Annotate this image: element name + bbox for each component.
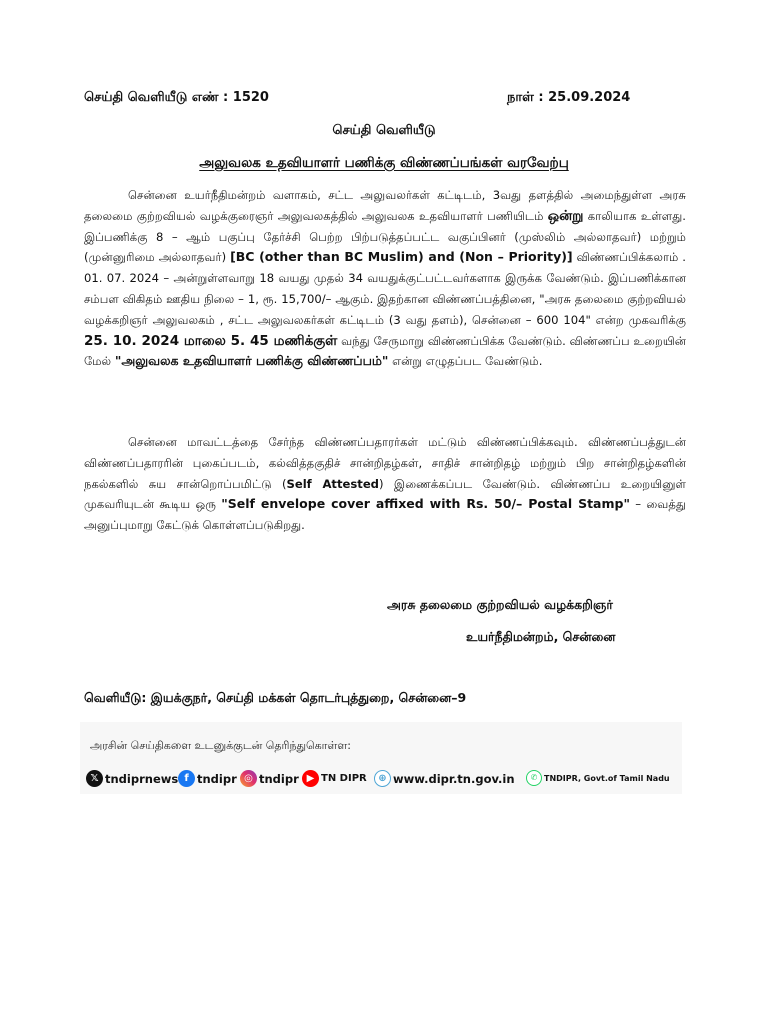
x-icon: 𝕏 xyxy=(86,770,103,787)
headline xyxy=(0,155,768,173)
signatory-place: உயர்நீதிமன்றம், சென்னை xyxy=(466,629,616,644)
social-link-x[interactable] xyxy=(86,770,178,787)
para1-text-4: வந்து சேருமாறு விண்ணப்பிக்க வேண்டும். விண்ணப்ப உறையின் மேல் xyxy=(84,333,686,369)
para2-text-3: – வைத்து அனுப்புமாறு கேட்டுக் கொள்ளப்படுகிறது. xyxy=(84,497,687,533)
social-link-facebook[interactable] xyxy=(178,770,237,787)
para1-bold-vacancy-count: ஒன்று xyxy=(547,207,584,224)
globe-icon: ⊕ xyxy=(374,770,391,787)
social-link-youtube[interactable] xyxy=(302,770,367,787)
headline-text: அலுவலக உதவியாளர் பணிக்கு விண்ணப்பங்கள் வரவேற்பு xyxy=(199,155,569,171)
para2-bold-self-attested: Self Attested xyxy=(286,476,379,491)
social-link-whatsapp[interactable] xyxy=(526,770,670,786)
social-footer xyxy=(80,722,682,794)
social-label: TNDIPR, Govt.of Tamil Nadu xyxy=(544,773,670,783)
para1-text-5: என்று எழுதப்பட வேண்டும். xyxy=(388,354,543,369)
para1-text-3: விண்ணப்பிக்கலாம் . 01. 07. 2024 – அன்றுள்ளவாறு 18 வயது முதல் 34 வயதுக்குட்பட்டவர்களாக இருக்க வேண்டும். இப்பணிக்கான சம்பள விகிதம் ஊதிய நிலை – 1, ரூ. 15,700/– ஆகும். இதற்கான விண்ணப்பத்தினை, "அரசு தலைமை குற்றவியல் வழக்கறிஞர் அலுவலகம் , சட்ட அலுவலகர்கள் கட்டிடம் (3 வது தளம்), சென்னை – 600 104" என்ற முகவரிக்கு xyxy=(84,250,686,327)
social-label: TN DIPR xyxy=(321,773,367,784)
para1-text-1: சென்னை உயர்நீதிமன்றம் வளாகம், சட்ட அலுவலர்கள் கட்டிடம், 3வது தளத்தில் அமைந்துள்ள அரசு தலைமை குற்றவியல் வழக்குரைஞர் அலுவலகத்தில் அலுவலக உதவியாளர் பணியிடம் xyxy=(84,188,686,223)
para2-text-2: ) இணைக்கப்பட வேண்டும். விண்ணப்ப உறையினுள் முகவரியுடன் கூடிய ஒரு xyxy=(84,476,686,512)
whatsapp-icon: ✆ xyxy=(526,770,542,786)
body-paragraph-2 xyxy=(84,432,686,536)
press-release-date: நாள் : 25.09.2024 xyxy=(507,90,631,105)
social-label: tndipr xyxy=(197,771,237,786)
social-link-website[interactable] xyxy=(374,770,515,787)
social-link-instagram[interactable] xyxy=(240,770,299,787)
para2-bold-envelope-requirement: "Self envelope cover affixed with Rs. 50/– Postal Stamp" xyxy=(221,496,630,512)
para2-text-1: சென்னை மாவட்டத்தை சேர்ந்த விண்ணப்பதாரர்கள் மட்டும் விண்ணப்பிக்கவும். விண்ணப்பத்துடன் விண்ணப்பதாரரின் புகைப்படம், கல்வித்தகுதிச் சான்றிதழ்கள், சாதிச் சான்றிதழ் மற்றும் பிற சான்றிதழ்களின் நகல்களில் சுய சான்றொப்பமிட்டு ( xyxy=(84,435,686,491)
para1-bold-deadline: 25. 10. 2024 மாலை 5. 45 மணிக்குள் xyxy=(84,332,338,349)
instagram-icon: ◎ xyxy=(240,770,257,787)
para1-text-2: காலியாக உள்ளது. இப்பணிக்கு 8 – ஆம் பகுப்பு தேர்ச்சி பெற்ற பிற்படுத்தப்பட்ட வகுப்பினர் (முஸ்லிம் அல்லாதவர்) மற்றும் (முன்னுரிமை அல்லாதவர்) xyxy=(84,208,686,265)
press-release-number: செய்தி வெளியீடு எண் : 1520 xyxy=(84,90,269,105)
issuer-line: வெளியீடு: இயக்குநர், செய்தி மக்கள் தொடர்புத்துறை, சென்னை–9 xyxy=(84,690,467,705)
para1-bold-category: [BC (other than BC Muslim) and (Non – Priority)] xyxy=(230,249,573,265)
social-label: www.dipr.tn.gov.in xyxy=(393,771,515,786)
signatory-title: அரசு தலைமை குற்றவியல் வழக்கறிஞர் xyxy=(387,597,613,612)
release-label: செய்தி வெளியீடு xyxy=(332,123,436,138)
para1-bold-envelope-title: "அலுவலக உதவியாளர் பணிக்கு விண்ணப்பம்" xyxy=(114,353,389,369)
body-paragraph-1 xyxy=(84,185,686,372)
youtube-icon: ▶ xyxy=(302,770,319,787)
social-label: tndipr xyxy=(259,771,299,786)
follow-prompt: அரசின் செய்திகளை உடனுக்குடன் தெரிந்துகொள்ள: xyxy=(90,739,351,752)
social-label: tndiprnews xyxy=(105,771,179,786)
facebook-icon: f xyxy=(178,770,195,787)
